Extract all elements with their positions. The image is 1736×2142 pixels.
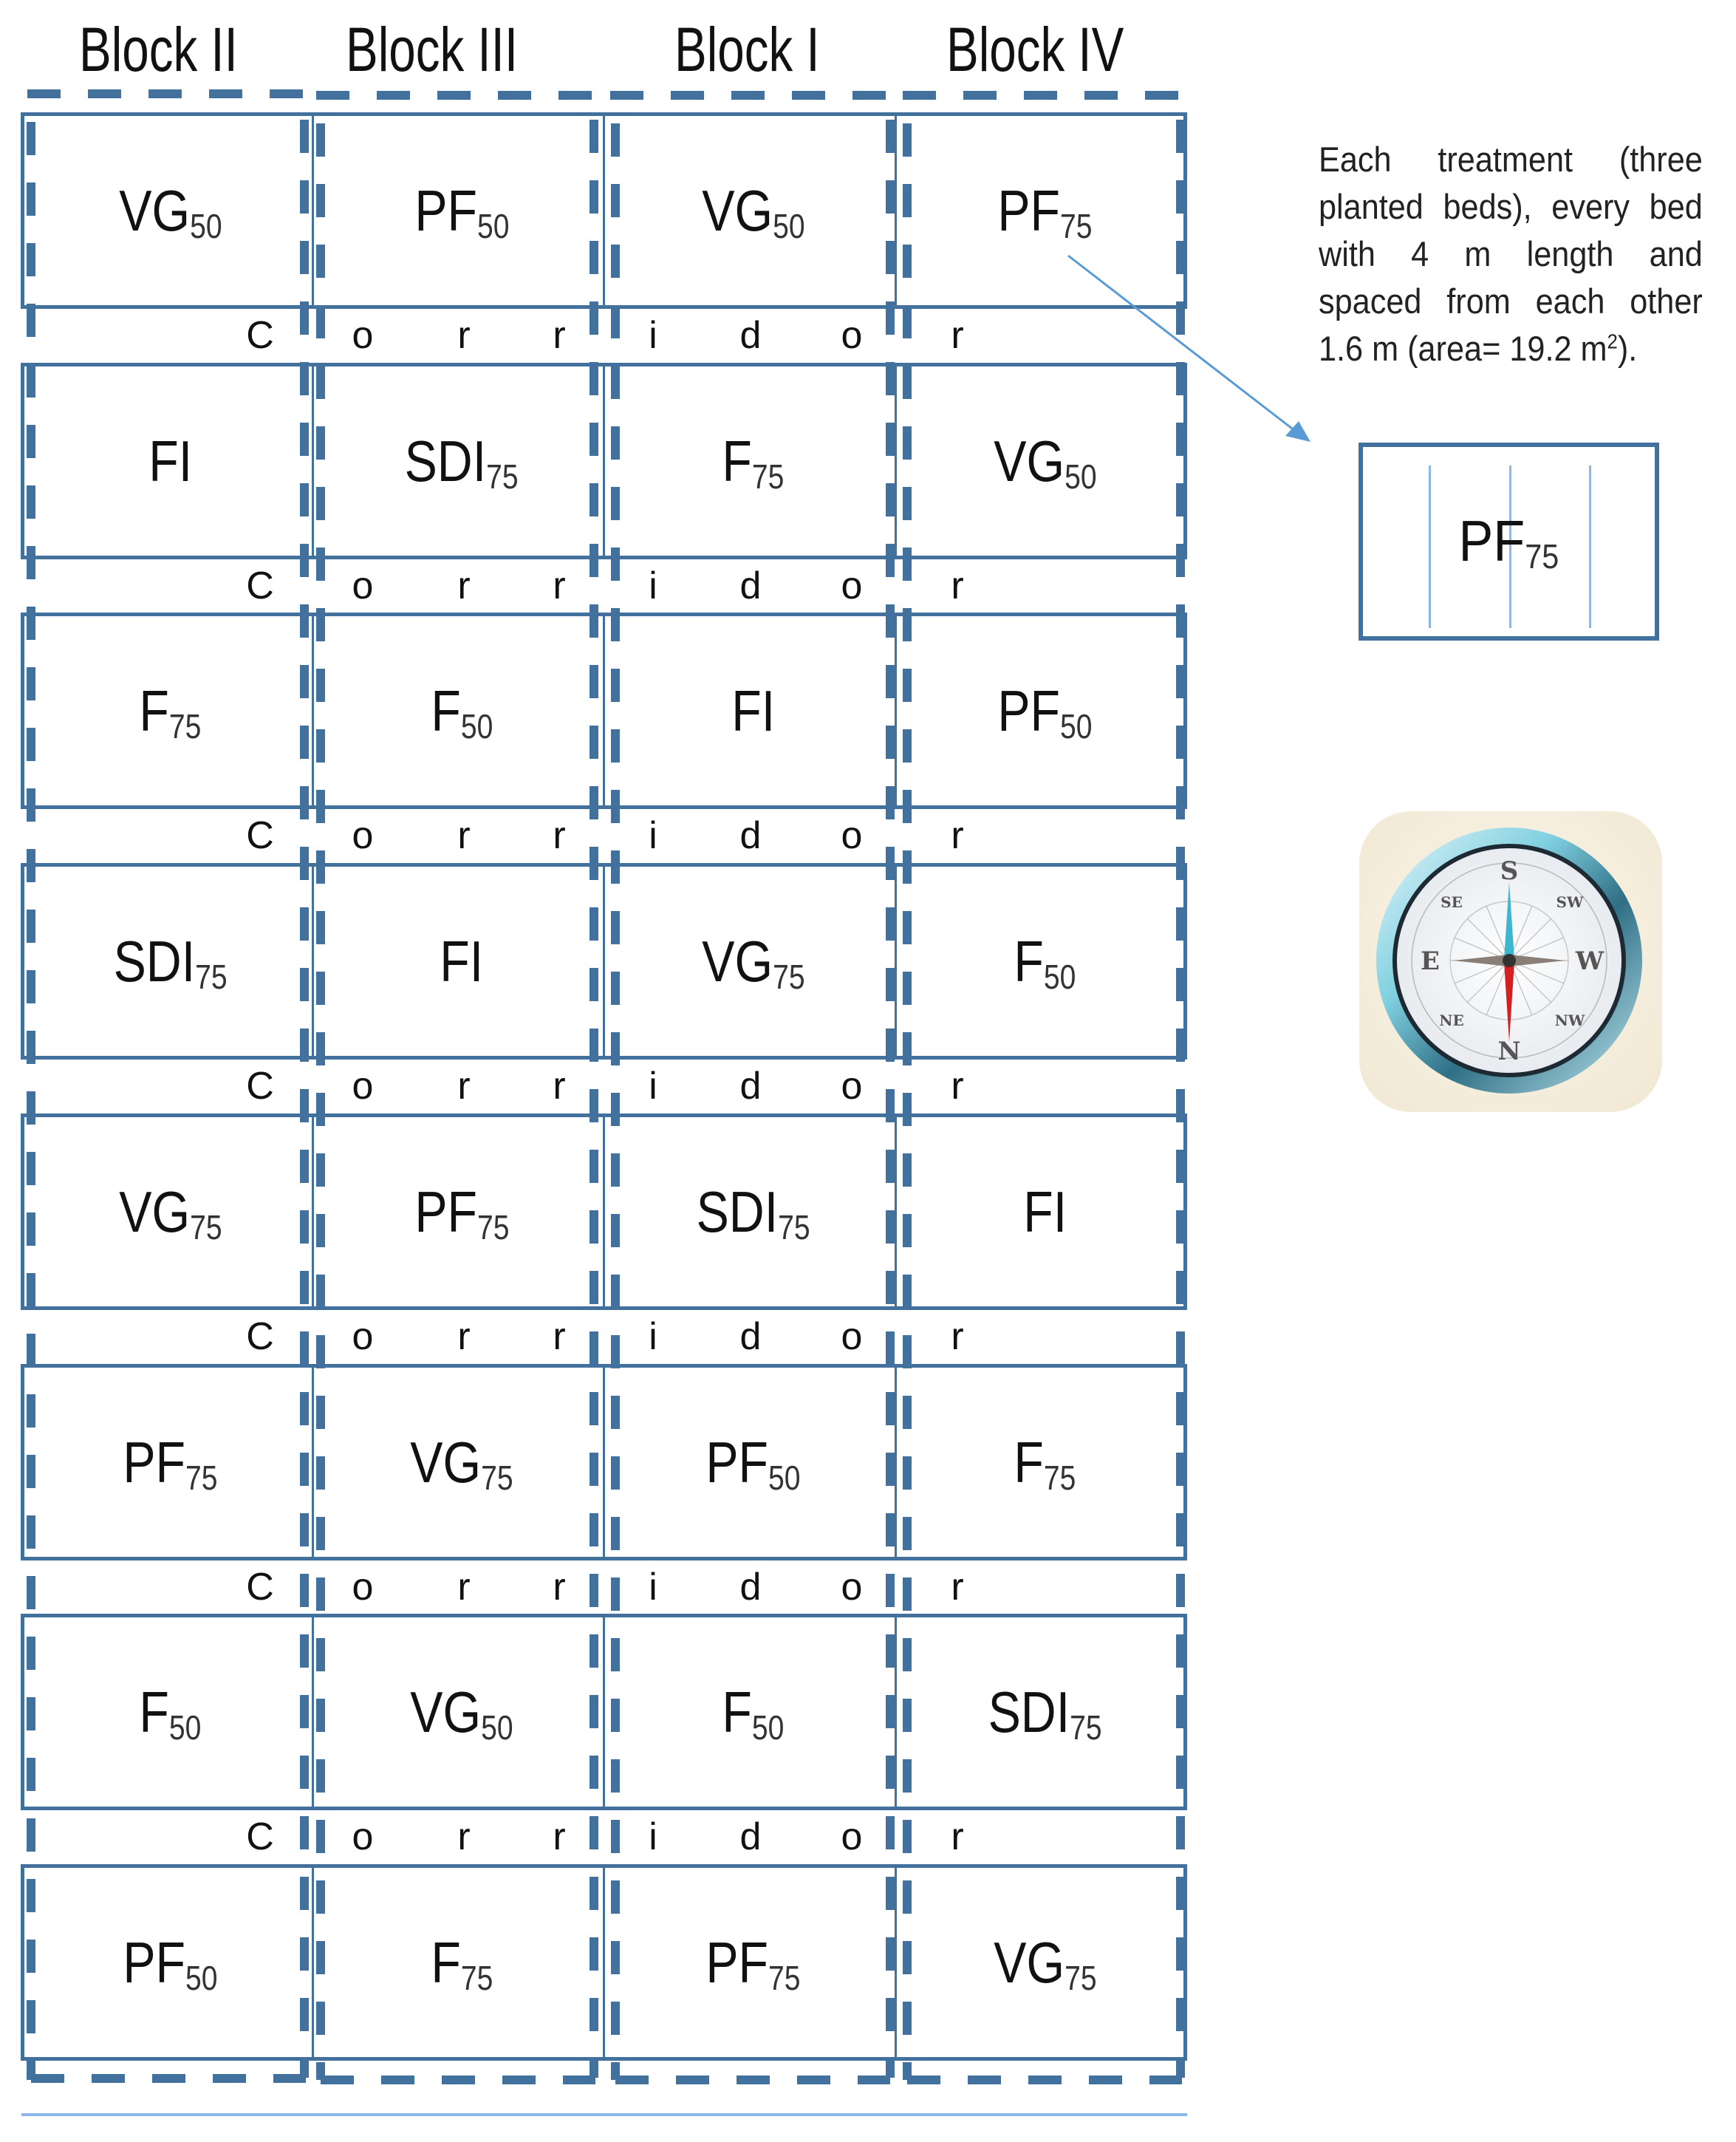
treatment-level: 50 [1060, 707, 1093, 746]
corridor-label-letter: r [457, 1815, 471, 1858]
treatment-code: PF [414, 178, 477, 243]
treatment-level: 50 [460, 707, 493, 746]
treatment-level: 75 [768, 1959, 801, 1997]
corridor-label-letter: C [246, 1566, 274, 1609]
treatment-code: VG [701, 929, 773, 994]
note-text: Each treatment (three planted beds), every bed with 4 m length and spaced from each other 1.6 m (area= 19.2 m [1319, 140, 1703, 368]
treatment-code: SDI [988, 1679, 1070, 1744]
treatment-code: F [1014, 1430, 1044, 1495]
treatment-level: 75 [772, 958, 805, 996]
treatment-code: VG [410, 1430, 482, 1495]
treatment-level: 50 [768, 1459, 801, 1497]
block-header-4: Block IV [946, 15, 1124, 84]
corridor-label-letter: r [951, 1065, 964, 1108]
corridor-label-letter: C [246, 814, 274, 857]
treatment-level: 75 [1060, 207, 1093, 245]
corridor-label-letter: o [352, 814, 374, 857]
corridor-label-letter: C [246, 565, 274, 607]
treatment-code: PF [997, 678, 1061, 743]
compass-dial-icon [1359, 811, 1662, 1112]
note-superscript: 2 [1607, 330, 1618, 353]
treatment-level: 75 [481, 1459, 513, 1497]
treatment-level: 50 [476, 207, 510, 245]
note-suffix: ). [1617, 329, 1638, 368]
treatment-code: SDI [404, 429, 487, 494]
treatment-level: 50 [185, 1959, 218, 1997]
corridor-label-letter: r [951, 565, 964, 607]
corridor-label-letter: r [553, 565, 566, 607]
treatment-code: F [722, 429, 752, 494]
treatment-code: VG [118, 1179, 190, 1244]
corridor-label-letter: o [352, 314, 374, 357]
compass-se-label: SE [1441, 893, 1463, 911]
treatment-code: FI [148, 429, 192, 494]
treatment-level: 75 [778, 1208, 810, 1246]
corridor-label-letter: d [739, 1815, 762, 1858]
treatment-level: 75 [751, 457, 785, 496]
corridor-label-letter: o [841, 814, 863, 857]
corridor-label-letter: i [649, 1566, 657, 1609]
corridor-label-letter: r [553, 1815, 566, 1858]
compass-south-label: S [1500, 856, 1519, 886]
treatment-level: 50 [772, 207, 805, 245]
treatment-level: 75 [1064, 1959, 1097, 1997]
treatment-level: 50 [481, 1708, 513, 1747]
treatment-level: 50 [751, 1708, 785, 1747]
corridor-label-letter: o [841, 1065, 863, 1108]
block-header-1: Block II [79, 15, 238, 84]
treatment-level: 75 [476, 1208, 510, 1246]
treatment-level: 75 [185, 1459, 218, 1497]
corridor-label-letter: o [841, 1566, 863, 1609]
corridor-label-letter: r [951, 1815, 964, 1858]
corridor-label-letter: d [739, 565, 762, 607]
corridor-label-letter: o [841, 1315, 863, 1358]
treatment-level: 75 [195, 958, 228, 996]
compass-nw-label: NW [1554, 1012, 1585, 1029]
corridor-label-letter: o [841, 314, 863, 357]
corridor-label-letter: o [352, 1815, 374, 1858]
treatment-level: 75 [168, 707, 202, 746]
treatment-code: F [430, 1930, 461, 1995]
treatment-code: VG [410, 1679, 482, 1744]
corridor-label-letter: o [352, 1065, 374, 1108]
treatment-code: SDI [696, 1179, 779, 1244]
corridor-label-letter: r [951, 314, 964, 357]
treatment-detail-box [1359, 443, 1659, 641]
corridor-label-letter: o [352, 1315, 374, 1358]
treatment-code: FI [731, 678, 775, 743]
corridor-label-letter: r [951, 1315, 964, 1358]
treatment-level: 75 [1070, 1708, 1102, 1747]
treatment-level: 75 [189, 1208, 222, 1246]
treatment-code: PF [997, 178, 1061, 243]
treatment-code: VG [701, 178, 773, 243]
corridor-label-letter: r [457, 314, 471, 357]
treatment-code: VG [993, 429, 1065, 494]
detail-label-sub: 75 [1525, 537, 1559, 576]
corridor-label-letter: r [553, 1315, 566, 1358]
corridor-label-letter: r [951, 814, 964, 857]
compass-ne-label: NE [1439, 1012, 1464, 1029]
corridor-label-letter: C [246, 1815, 274, 1858]
corridor-label-letter: i [649, 314, 657, 357]
compass-sw-label: SW [1556, 893, 1584, 911]
treatment-code: PF [414, 1179, 477, 1244]
treatment-level: 75 [1043, 1459, 1076, 1497]
treatment-code: FI [1023, 1179, 1067, 1244]
corridor-label-letter: d [739, 1315, 762, 1358]
corridor-label-letter: r [553, 1566, 566, 1609]
corridor-label-letter: r [457, 565, 471, 607]
corridor-label-letter: r [457, 814, 471, 857]
corridor-label-letter: r [553, 814, 566, 857]
corridor-label-letter: d [739, 1566, 762, 1609]
treatment-level: 75 [486, 457, 519, 496]
corridor-label-letter: i [649, 814, 657, 857]
treatment-code: PF [123, 1930, 186, 1995]
compass-west-label: W [1575, 946, 1605, 976]
treatment-code: F [139, 1679, 169, 1744]
corridor-label-letter: o [841, 1815, 863, 1858]
corridor-label-letter: d [739, 1065, 762, 1108]
corridor-label-letter: o [352, 1566, 374, 1609]
detail-label [1363, 508, 1655, 576]
treatment-code: PF [123, 1430, 186, 1495]
corridor-label-letter: C [246, 1315, 274, 1358]
treatment-level: 50 [168, 1708, 202, 1747]
corridor-label-letter: C [246, 1065, 274, 1108]
corridor-label-letter: i [649, 1815, 657, 1858]
treatment-code: VG [118, 178, 190, 243]
treatment-level: 50 [1064, 457, 1097, 496]
block-header-3: Block I [674, 15, 820, 84]
corridor-label-letter: o [841, 565, 863, 607]
treatment-code: PF [705, 1430, 769, 1495]
treatment-code: FI [440, 929, 484, 994]
treatment-code: F [722, 1679, 752, 1744]
block-header-2: Block III [346, 15, 519, 84]
treatment-code: PF [705, 1930, 769, 1995]
corridor-label-letter: r [553, 314, 566, 357]
corridor-label-letter: r [951, 1566, 964, 1609]
treatment-code: F [139, 678, 169, 743]
corridor-label-letter: i [649, 1065, 657, 1108]
compass-east-label: E [1421, 946, 1440, 976]
treatment-code: VG [993, 1930, 1065, 1995]
corridor-label-letter: C [246, 314, 274, 357]
corridor-label-letter: i [649, 1315, 657, 1358]
corridor-label-letter: o [352, 565, 374, 607]
treatment-level: 50 [189, 207, 222, 245]
treatment-code: F [430, 678, 461, 743]
treatment-level: 75 [460, 1959, 493, 1997]
corridor-label-letter: r [553, 1065, 566, 1108]
treatment-code: F [1014, 929, 1044, 994]
corridor-label-letter: r [457, 1566, 471, 1609]
treatment-level: 50 [1043, 958, 1076, 996]
treatment-code: SDI [113, 929, 196, 994]
corridor-label-letter: r [457, 1315, 471, 1358]
corridor-label-letter: i [649, 565, 657, 607]
compass-north-label: N [1497, 1037, 1521, 1066]
compass-icon [1359, 811, 1662, 1112]
corridor-label-letter: d [739, 814, 762, 857]
corridor-label-letter: d [739, 314, 762, 357]
corridor-label-letter: r [457, 1065, 471, 1108]
detail-label-main: PF [1458, 508, 1525, 573]
